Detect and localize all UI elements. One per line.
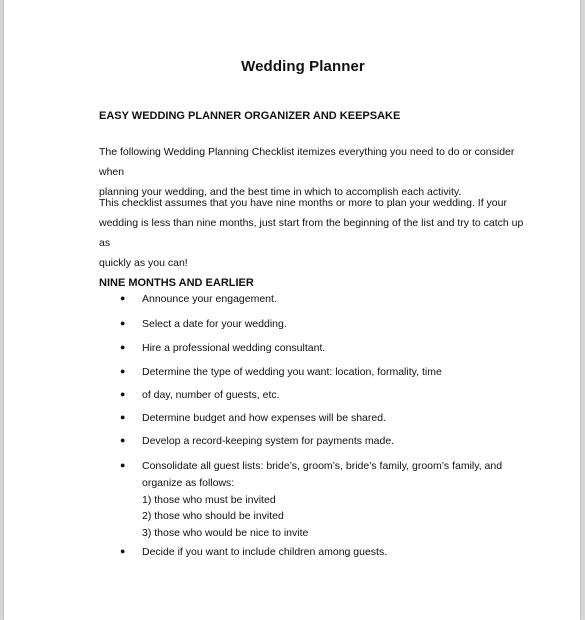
checklist-item-text: Decide if you want to include children among guests.: [142, 546, 388, 558]
section-heading-organizer: EASY WEDDING PLANNER ORGANIZER AND KEEPSAKE: [99, 110, 401, 122]
bullet-icon: ●: [120, 342, 126, 352]
section-heading-nine-months: NINE MONTHS AND EARLIER: [99, 277, 254, 289]
bullet-icon: ●: [120, 412, 126, 422]
guest-list-subline: organize as follows:: [142, 477, 235, 489]
guest-list-subline: 1) those who must be invited: [142, 493, 276, 506]
intro-line: planning your wedding, and the best time in which to accomplish each activity.: [99, 186, 462, 198]
checklist-item-text: Consolidate all guest lists: bride’s, groom’s, bride’s family, groom’s family, and: [142, 460, 503, 472]
checklist-item-text: of day, number of guests, etc.: [142, 389, 280, 401]
bullet-icon: ●: [120, 460, 126, 470]
bullet-icon: ●: [120, 293, 126, 303]
checklist-item-text: Announce your engagement.: [142, 293, 277, 305]
checklist: [4, 0, 580, 620]
guest-list-sublines: [142, 475, 308, 541]
note-line: quickly as you can!: [99, 257, 188, 269]
guest-list-subline: 3) those who would be nice to invite: [142, 526, 309, 539]
checklist-item-text: Determine budget and how expenses will be shared.: [142, 412, 386, 424]
guest-list-subline: 2) those who should be invited: [142, 510, 284, 522]
intro-line: The following Wedding Planning Checklist itemizes everything you need to do or consider when: [99, 146, 515, 178]
checklist-item-text: Hire a professional wedding consultant.: [142, 342, 326, 354]
bullet-icon: ●: [120, 389, 126, 399]
checklist-item-text: Determine the type of wedding you want: location, formality, time: [142, 366, 442, 378]
document-page: [4, 0, 580, 620]
checklist-item-text: Develop a record-keeping system for payments made.: [142, 435, 395, 447]
bullet-icon: ●: [120, 435, 126, 445]
checklist-item-text: Select a date for your wedding.: [142, 318, 287, 330]
bullet-icon: ●: [120, 546, 126, 556]
note-line: This checklist assumes that you have nine months or more to plan your wedding. If your: [99, 197, 507, 209]
bullet-icon: ●: [120, 366, 126, 376]
document-title: Wedding Planner: [241, 58, 365, 75]
note-line: wedding is less than nine months, just start from the beginning of the list and try to catch up as: [99, 217, 524, 249]
bullet-icon: ●: [120, 318, 126, 328]
